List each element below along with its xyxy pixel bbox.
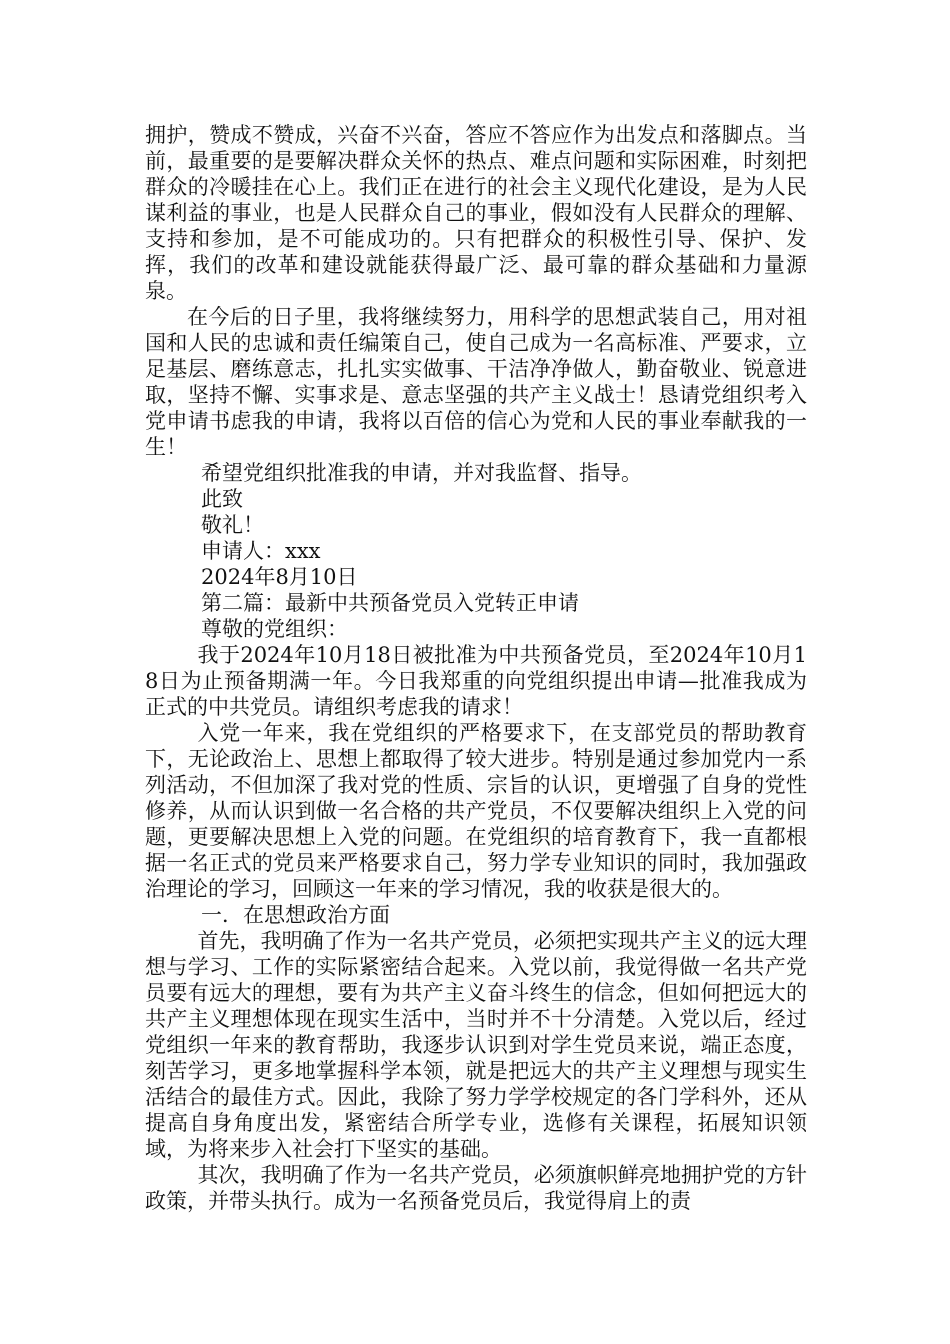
greeting-line: 尊敬的党组织： (201, 617, 348, 641)
paragraph-mass-line: 拥护，赞成不赞成，兴奋不兴奋，答应不答应作为出发点和落脚点。当前，最重要的是要解决群众关怀的热点、难点问题和实际困难，时刻把群众的冷暖挂在心上。我们正在进行的社会主义现代化建设，是为人民谋利益的事业，也是人民群众自己的事业，假如没有人民群众的理解、支持和参加，是不可能成功的。只有把群众的积极性引导、保护、发挥，我们的改革和建设就能获得最广泛、最可靠的群众基础和力量源泉。 (145, 123, 807, 303)
application-date: 2024年8月10日 (201, 565, 358, 589)
closing-regards: 敬礼！ (201, 513, 264, 537)
paragraph-first-point: 首先，我明确了作为一名共产党员，必须把实现共产主义的远大理想与学习、工作的实际紧密结合起来。入党以前，我觉得做一名共产党员要有远大的理想，要有为共产主义奋斗终生的信念，但如何把远大的共产主义理想体现在现实生活中，当时并不十分清楚。入党以后，经过党组织一年来的教育帮助，我逐步认识到对学生党员来说，端正态度，刻苦学习，更多地掌握科学本领，就是把远大的共产主义理想与现实生活结合的最佳方式。因此，我除了努力学学校规定的各门学科外，还从提高自身角度出发，紧密结合所学专业，选修有关课程，拓展知识领域，为将来步入社会打下坚实的基础。 (145, 929, 807, 1161)
paragraph-future-commitment: 在今后的日子里，我将继续努力，用科学的思想武装自己，用对祖国和人民的忠诚和责任编策自己，使自己成为一名高标准、严要求，立足基层、磨练意志，扎扎实实做事、干洁净净做人，勤奋敬业、锐意进取，坚持不懈、实事求是、意志坚强的共产主义战士！恳请党组织考入党申请书虑我的申请，我将以百倍的信心为党和人民的事业奉献我的一生！ (145, 305, 807, 459)
paragraph-request-approval: 希望党组织批准我的申请，并对我监督、指导。 (201, 461, 642, 485)
document-page (145, 122, 807, 1214)
paragraph-progress-summary: 入党一年来，我在党组织的严格要求下，在支部党员的帮助教育下，无论政治上、思想上都取得了较大进步。特别是通过参加党内一系列活动，不但加深了我对党的性质、宗旨的认识，更增强了自身的党性修养，从而认识到做一名合格的共产党员，不仅要解决组织上入党的问题，更要解决思想上入党的问题。在党组织的培育教育下，我一直都根据一名正式的党员来严格要求自己，努力学专业知识的同时，我加强政治理论的学习，回顾这一年来的学习情况，我的收获是很大的。 (145, 721, 807, 901)
paragraph-second-point: 其次，我明确了作为一名共产党员，必须旗帜鲜亮地拥护党的方针政策，并带头执行。成为一名预备党员后，我觉得肩上的责 (145, 1163, 807, 1213)
closing-salutation: 此致 (201, 487, 243, 511)
section-title-second-article: 第二篇：最新中共预备党员入党转正申请 (201, 591, 579, 615)
section-heading-political-thought: 一．在思想政治方面 (201, 903, 390, 927)
applicant-signature: 申请人：xxx (201, 539, 321, 563)
paragraph-probation-statement: 我于2024年10月18日被批准为中共预备党员，至2024年10月18日为止预备期满一年。今日我郑重的向党组织提出申请—批准我成为正式的中共党员。请组织考虑我的请求！ (145, 643, 807, 719)
